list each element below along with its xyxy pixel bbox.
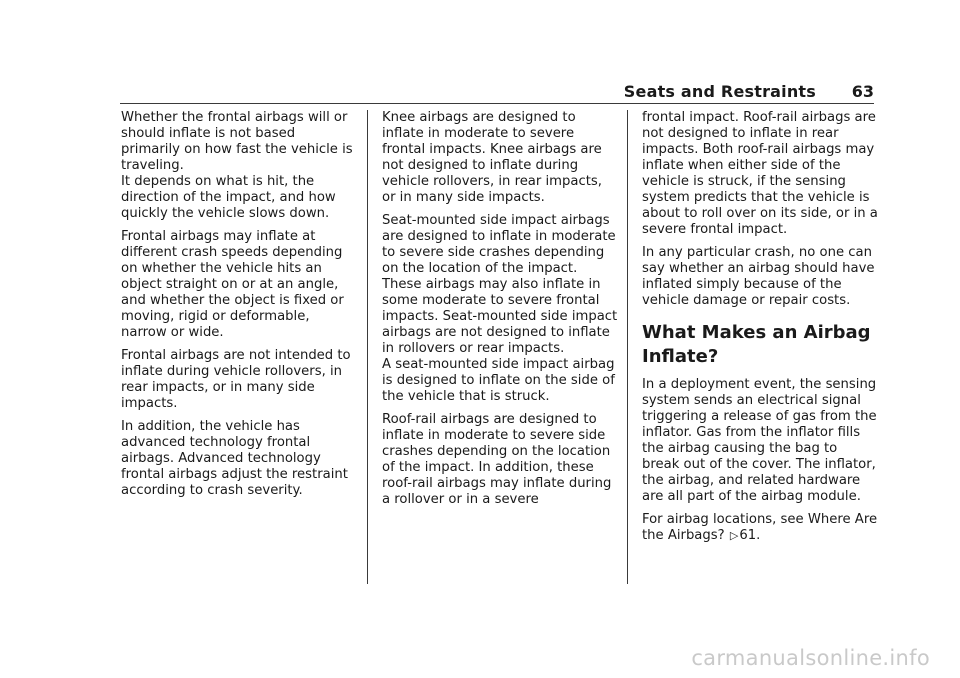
column-divider: [367, 110, 368, 584]
page-reference-icon: ▷: [729, 529, 739, 542]
paragraph: In a deployment event, the sensing system sends an electrical signal triggering a release of gas from the inflator. Gas from the inflator fills the airbag causing the bag to break out of the cover. The inflator, the airbag, and related hardware are all part of the airbag module.: [642, 377, 877, 504]
paragraph: Knee airbags are designed to inflate in moderate to severe frontal impacts. Knee airbags are not designed to inflate during vehicle rollovers, in rear impacts, or in many side impacts.: [382, 110, 602, 205]
page-number: 63: [851, 82, 874, 101]
column-2: [382, 110, 618, 515]
paragraph: In addition, the vehicle has advanced technology frontal airbags. Advanced technology frontal airbags adjust the restraint according to crash severity.: [121, 419, 348, 498]
paragraph: frontal impact. Roof-rail airbags are not designed to inflate in rear impacts. Both roof-rail airbags may inflate when either side of the vehicle is struck, if the sensing system predicts that the vehicle is about to roll over on its side, or in a severe frontal impact.: [642, 110, 878, 237]
airbag-locations-link[interactable]: 61.: [739, 528, 761, 543]
column-3: [642, 110, 878, 551]
paragraph: [642, 512, 878, 544]
section-title: Seats and Restraints: [623, 82, 816, 101]
column-divider: [627, 110, 628, 584]
column-1: [121, 110, 357, 506]
paragraph: A seat-mounted side impact airbag is designed to inflate on the side of the vehicle that is struck.: [382, 357, 615, 404]
paragraph: In any particular crash, no one can say whether an airbag should have inflated simply because of the vehicle damage or repair costs.: [642, 245, 875, 308]
paragraph: Frontal airbags are not intended to inflate during vehicle rollovers, in rear impacts, or in many side impacts.: [121, 348, 351, 411]
paragraph: It depends on what is hit, the direction of the impact, and how quickly the vehicle slows down.: [121, 174, 336, 221]
header-divider: [120, 103, 874, 104]
paragraph: Whether the frontal airbags will or should inflate is not based primarily on how fast the vehicle is traveling.: [121, 110, 353, 173]
paragraph: Seat-mounted side impact airbags are designed to inflate in moderate to severe side crashes depending on the location of the impact. These airbags may also inflate in some moderate to severe frontal impacts. Seat-mounted side impact airbags are not designed to inflate in rollovers or rear impacts.: [382, 213, 618, 356]
paragraph: Roof-rail airbags are designed to inflate in moderate to severe side crashes depending on the location of the impact. In addition, these roof-rail airbags may inflate during a rollover or in a severe: [382, 412, 612, 507]
watermark: carmanualsonline.info: [691, 646, 930, 670]
paragraph: Frontal airbags may inflate at different crash speeds depending on whether the vehicle hits an object straight on or at an angle, and whether the object is fixed or moving, rigid or deformable, narrow or wide.: [121, 229, 344, 340]
section-heading: What Makes an Airbag Inflate?: [642, 322, 871, 367]
page-header: [120, 82, 874, 104]
airbag-locations-text: For airbag locations, see Where Are the Airbags?: [642, 512, 878, 543]
